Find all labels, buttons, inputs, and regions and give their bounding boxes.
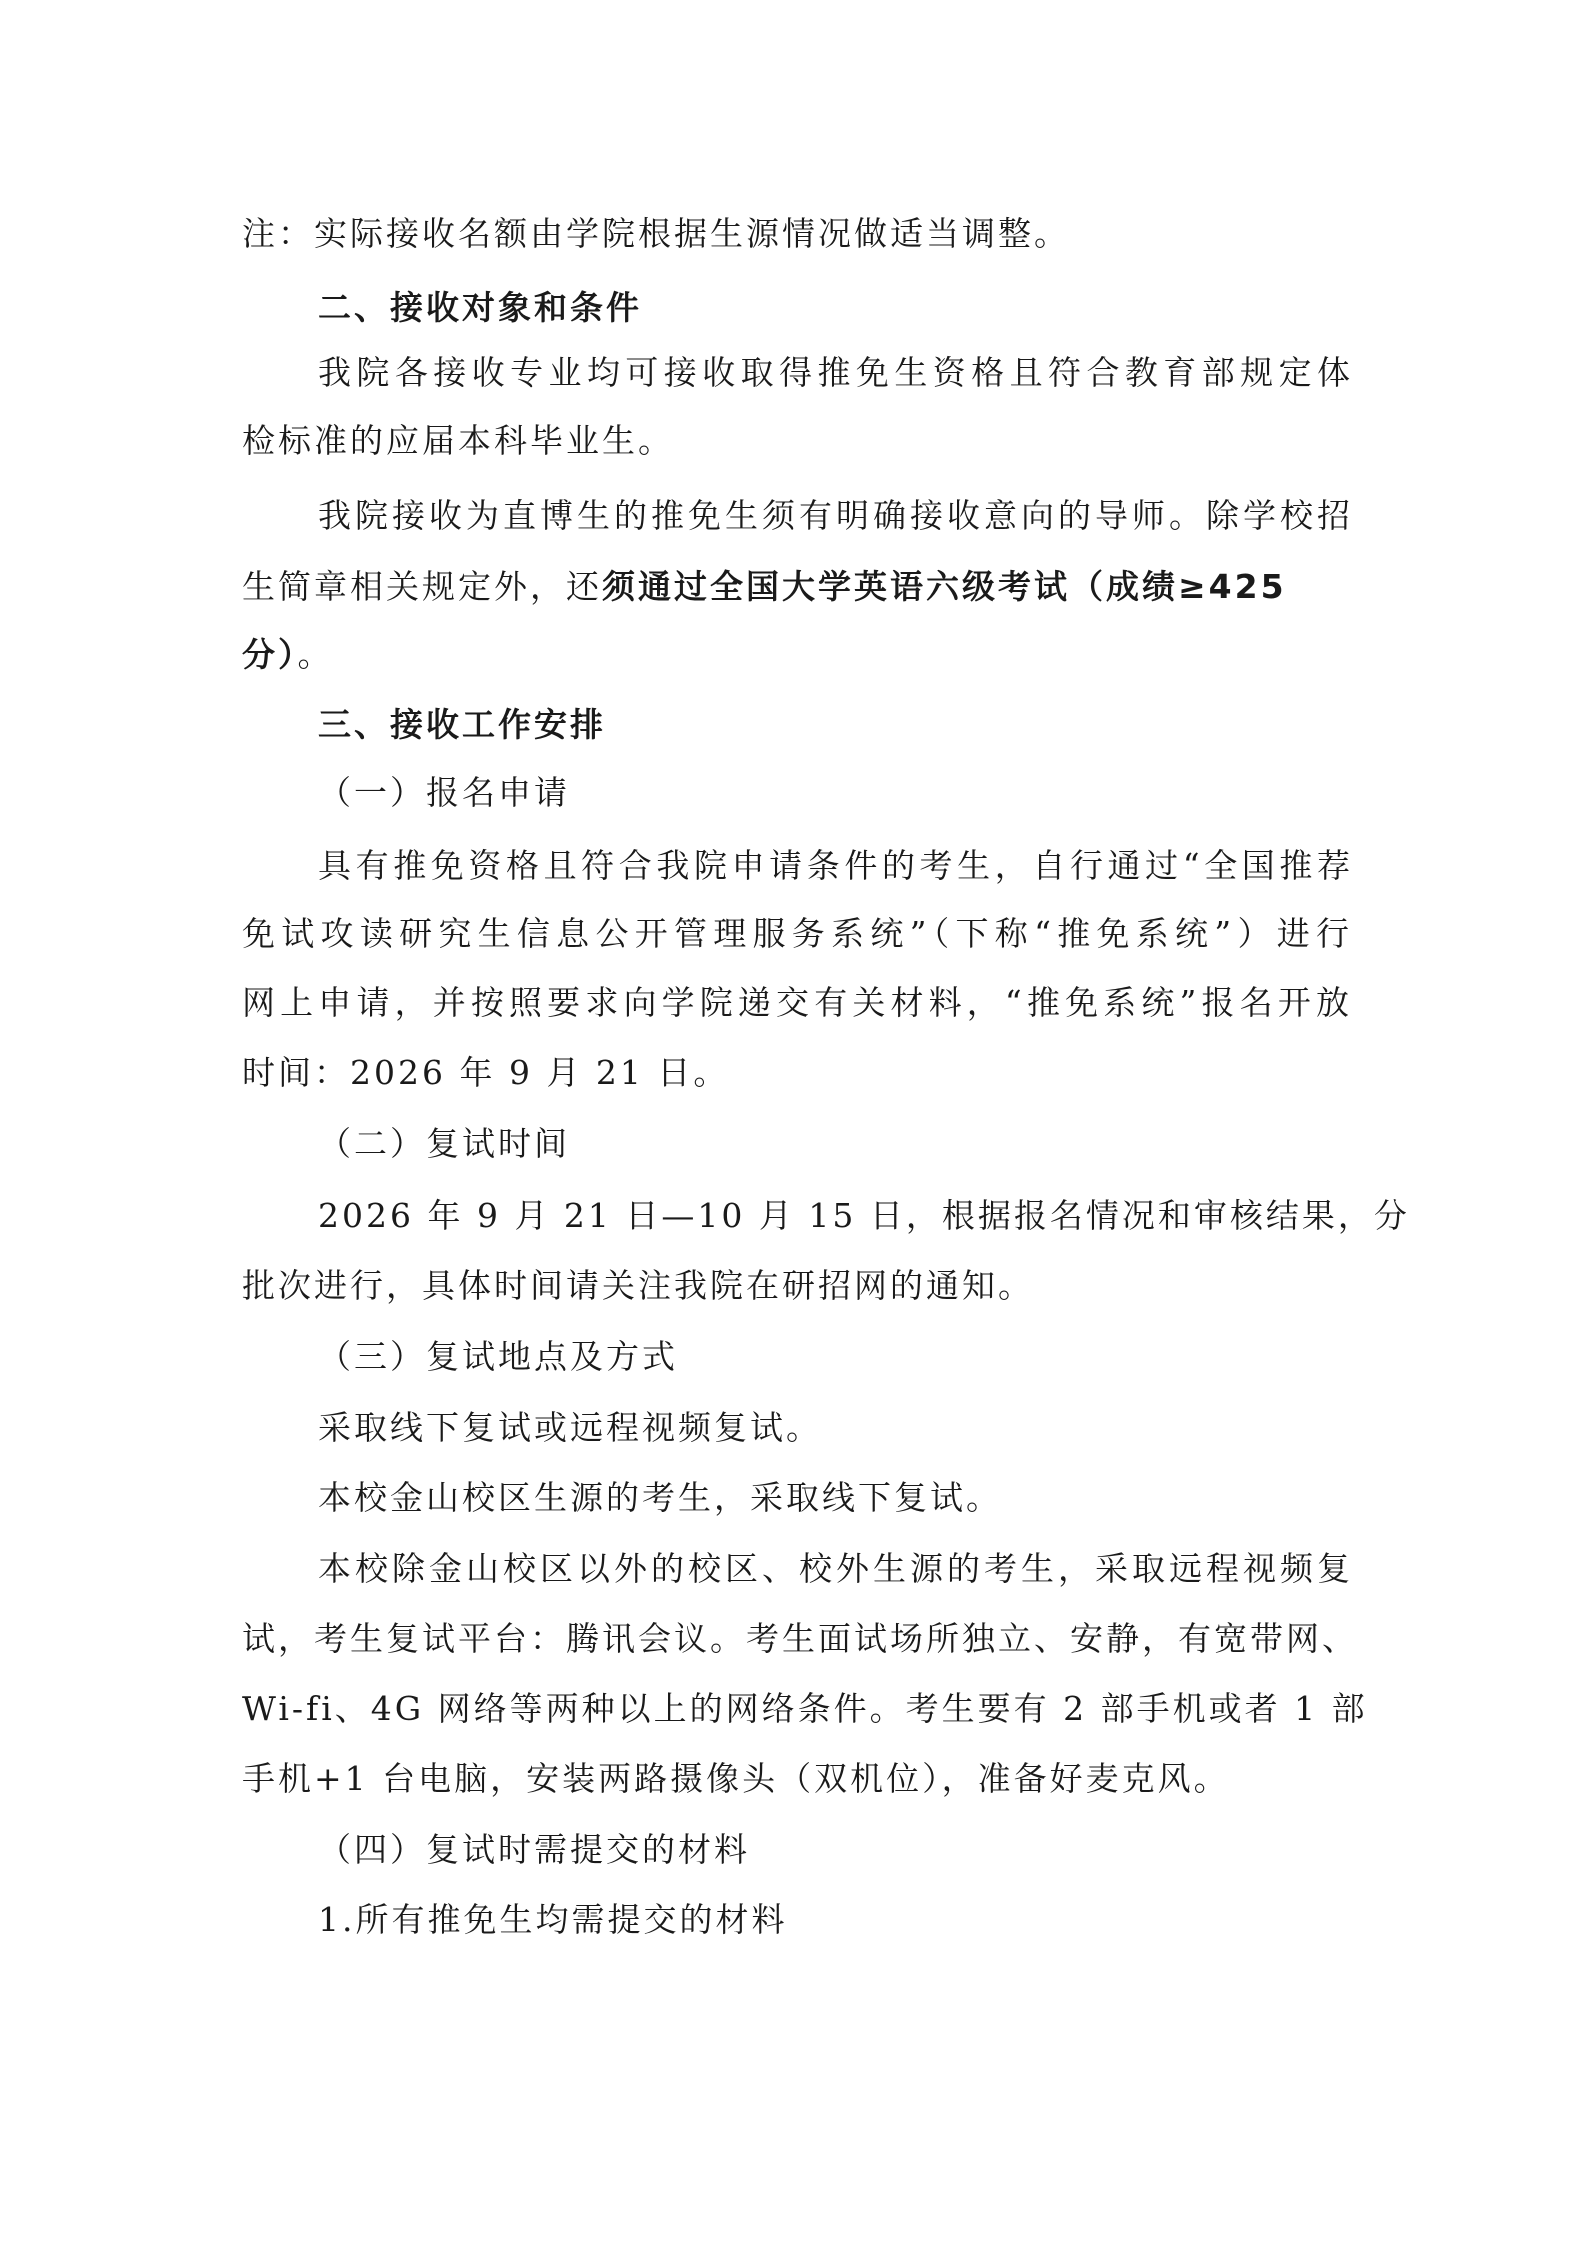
subsection-heading-3: （三）复试地点及方式 [318, 1337, 678, 1376]
paragraph-line: 具有推免资格且符合我院申请条件的考生，自行通过“全国推荐 [318, 846, 1353, 885]
subsection-heading-1: （一）报名申请 [318, 773, 570, 812]
paragraph-line: 本校除金山校区以外的校区、校外生源的考生，采取远程视频复 [318, 1549, 1353, 1588]
paragraph-text: 。 [297, 635, 334, 674]
emphasis-text: 须通过全国大学英语六级考试（成绩≥425 [602, 567, 1287, 606]
subsection-heading-2: （二）复试时间 [318, 1124, 570, 1163]
paragraph-line: 2026 年 9 月 21 日—10 月 15 日，根据报名情况和审核结果，分 [318, 1196, 1410, 1235]
paragraph-line: 时间：2026 年 9 月 21 日。 [242, 1053, 730, 1092]
list-item: 1.所有推免生均需提交的材料 [318, 1900, 788, 1939]
paragraph-line: 我院各接收专业均可接收取得推免生资格且符合教育部规定体 [318, 353, 1353, 392]
emphasis-text: 分） [242, 635, 298, 674]
paragraph-line-mixed [242, 564, 1287, 610]
paragraph-line: 批次进行，具体时间请关注我院在研招网的通知。 [242, 1266, 1034, 1305]
paragraph-line: 网上申请，并按照要求向学院递交有关材料，“推免系统”报名开放 [242, 983, 1352, 1022]
note-text: 注：实际接收名额由学院根据生源情况做适当调整。 [242, 214, 1070, 253]
paragraph-line: 我院接收为直博生的推免生须有明确接收意向的导师。除学校招 [318, 496, 1353, 535]
paragraph-line: 检标准的应届本科毕业生。 [242, 421, 674, 460]
paragraph-line: 免试攻读研究生信息公开管理服务系统”（下称“推免系统”）进行 [242, 914, 1352, 953]
paragraph-line: 试，考生复试平台：腾讯会议。考生面试场所独立、安静，有宽带网、 [242, 1619, 1358, 1658]
section-heading-2: 二、接收对象和条件 [318, 288, 642, 327]
paragraph-line: 手机+1 台电脑，安装两路摄像头（双机位），准备好麦克风。 [242, 1759, 1230, 1798]
paragraph-line-mixed [242, 632, 334, 678]
paragraph-line: Wi-fi、4G 网络等两种以上的网络条件。考生要有 2 部手机或者 1 部 [242, 1689, 1368, 1728]
subsection-heading-4: （四）复试时需提交的材料 [318, 1830, 750, 1869]
paragraph-line: 本校金山校区生源的考生，采取线下复试。 [318, 1478, 1002, 1517]
paragraph-text: 生简章相关规定外，还 [242, 567, 602, 606]
section-heading-3: 三、接收工作安排 [318, 705, 606, 744]
paragraph-line: 采取线下复试或远程视频复试。 [318, 1408, 822, 1447]
